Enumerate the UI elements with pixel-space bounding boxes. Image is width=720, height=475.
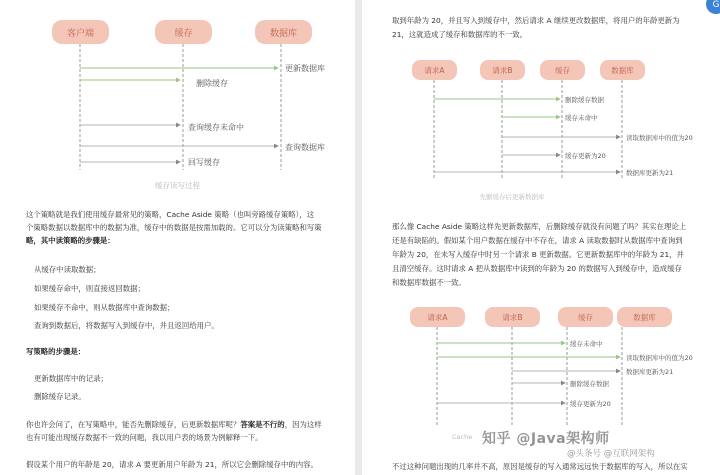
watermark-zhihu: 知乎 @Java架构师 (482, 431, 610, 447)
write-heading: 写策略的步骤是： (26, 347, 86, 356)
paragraph-line: 假设某个用户的年龄是 20，请求 A 要更新用户年龄为 21，所以它会删除缓存中的内容。 (26, 460, 318, 469)
message-label: 删除缓存数据 (570, 380, 609, 388)
actor-label: 缓存 (174, 29, 193, 39)
paragraph-line: 也有可能出现缓存数据不一致的问题，我以用户表的场景为例解释一下。 (26, 433, 263, 442)
actor-label: 请求A (424, 66, 445, 75)
message-label: 查询数据库 (285, 143, 325, 152)
actor-label: 数据库 (269, 29, 298, 39)
cache-rw-sequence-diagram (0, 0, 355, 195)
message-label: 更新数据库 (285, 64, 325, 73)
paragraph-line: 不过这种问题出现的几率并不高，原因是缓存的写入通常远远快于数据库的写入，所以在实 (392, 462, 688, 471)
message-label: 回写缓存 (188, 158, 220, 167)
message-label: 删除缓存数据 (565, 96, 604, 104)
message-label: 缓存更新为20 (570, 400, 611, 408)
corner-badge[interactable]: G (706, 0, 720, 14)
message-label: 查询缓存未命中 (188, 123, 244, 132)
left-page (0, 0, 355, 475)
message-label: 读取数据库中的值为20 (626, 354, 693, 362)
paragraph-line: 那么像 Cache Aside 策略这样先更新数据库，后删除缓存就没有问题了吗？其实在理论上 (392, 222, 687, 231)
message-label: 缓存未命中 (570, 340, 603, 348)
diagram-caption: Cache (452, 433, 473, 441)
actor-label: 请求A (427, 313, 448, 322)
write-step: 删除缓存记录。 (34, 392, 86, 401)
message-label: 缓存更新为20 (565, 152, 606, 160)
paragraph-line: 取到年龄为 20，并且写入到缓存中，然后请求 A 继续更改数据库，将用户的年龄更新为 (392, 16, 680, 25)
watermark-toutiao: @头条号 @互联网架构 (567, 449, 655, 459)
question-text: 你也许会问了，在写策略中，能否先删除缓存，后更新数据库呢？ (26, 420, 241, 429)
paragraph-line: 年龄为 20，在未写入缓存中时另一个请求 B 更新数据。它更新数据库中的年龄为 21，并 (392, 250, 684, 259)
message-label: 删除缓存 (196, 79, 228, 88)
actor-label: 请求B (502, 313, 523, 322)
read-step: 从缓存中读取数据； (34, 265, 101, 274)
question-text-tail: ，因为这样 (284, 420, 322, 429)
actor-label: 缓存 (555, 66, 570, 75)
message-label: 数据库更新为21 (626, 169, 674, 177)
read-step: 查询到数据后，将数据写入到缓存中，并且返回给用户。 (34, 321, 219, 330)
write-step: 更新数据库中的记录； (34, 374, 108, 383)
question-line (26, 418, 322, 431)
paragraph-line: 且清空缓存。这时请求 A 把从数据库中读到的年龄为 20 的数据写入到缓存中，造成缓存 (392, 264, 682, 273)
message-label: 缓存未命中 (565, 114, 598, 122)
actor-label: 请求B (492, 66, 513, 75)
paragraph-line-bold: 略，其中读策略的步骤是： (26, 236, 115, 245)
message-label: 读取数据库中的值为20 (626, 134, 693, 142)
diagram-caption: 缓存读写过程 (155, 181, 200, 190)
actor-label: 数据库 (611, 66, 634, 75)
actor-label: 数据库 (633, 313, 656, 322)
right-page (362, 0, 720, 475)
read-step: 如果缓存不命中，则从数据库中查询数据； (34, 303, 175, 312)
actor-label: 客户端 (66, 29, 95, 39)
paragraph-line: 21，这就造成了缓存和数据库的不一致。 (392, 30, 528, 39)
answer-bold: 答案是不行的 (240, 420, 285, 429)
paragraph-line: 个策略数据以数据库中的数据为准，缓存中的数据是按需加载的。它可以分为读策略和写策 (26, 223, 322, 232)
message-label: 数据库更新为21 (626, 368, 674, 376)
actor-label: 缓存 (578, 313, 593, 322)
paragraph-line: 这个策略就是我们使用缓存最常见的策略，Cache Aside 策略（也叫旁路缓存策略），这 (26, 210, 315, 219)
delete-then-update-diagram (362, 55, 720, 205)
paragraph-line: 还是有缺陷的。假如某个用户数据在缓存中不存在，请求 A 读取数据时从数据库中查询到 (392, 236, 683, 245)
read-step: 如果缓存命中，则直接返回数据； (34, 284, 145, 293)
paragraph-line: 和数据库数据不一致。 (392, 278, 466, 287)
diagram-caption: 先删缓存后更新数据库 (479, 193, 545, 201)
